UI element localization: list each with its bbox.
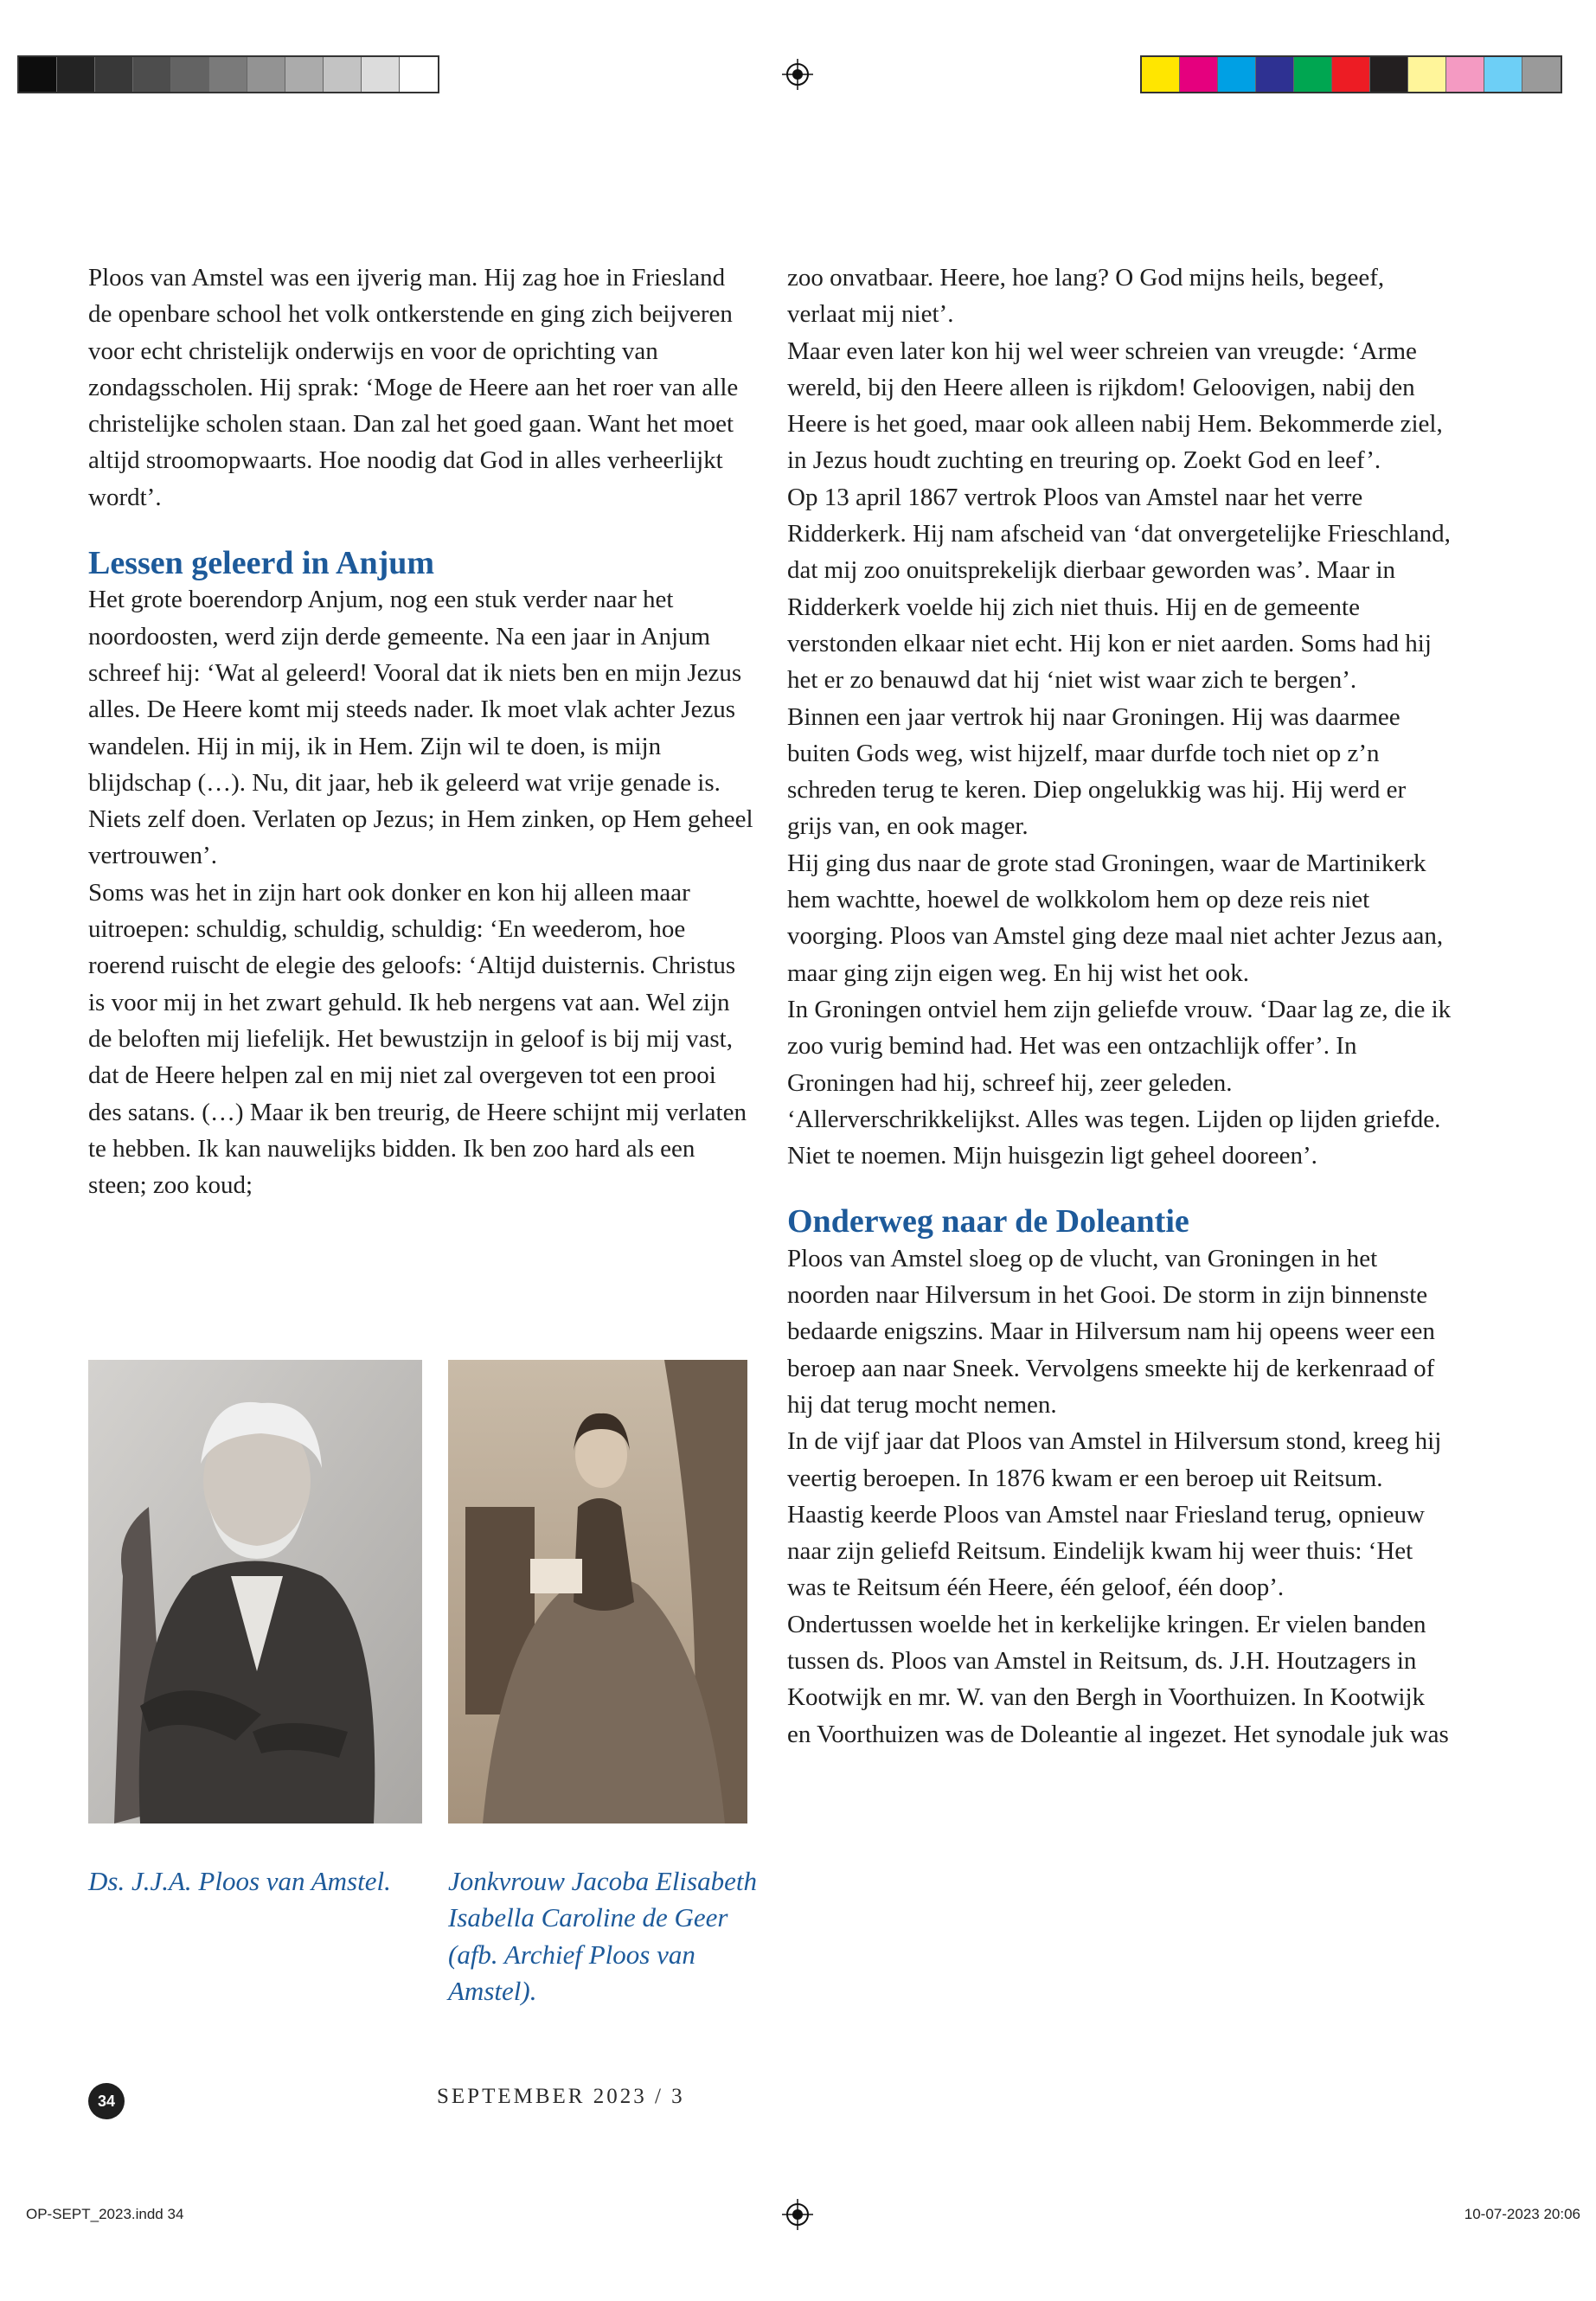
section-heading-anjum: Lessen geleerd in Anjum — [88, 545, 435, 582]
color-swatch — [95, 57, 133, 92]
portrait-photo-de-geer — [448, 1360, 747, 1823]
color-swatch — [1218, 57, 1256, 92]
body-paragraph: Ondertussen woelde het in kerkelijke kringen. Er vielen banden tussen ds. Ploos van Amstel in Reitsum, ds. J.H. Houtzagers in Kootwijk en mr. W. van den Bergh in Voorthuizen. In Kootwijk en Voorthuizen was de Doleantie al ingezet. Het synodale juk was — [787, 1610, 1449, 1748]
body-paragraph: Maar even later kon hij wel weer schreien van vreugde: ‘Arme wereld, bij den Heere alleen is rijkdom! Geloovigen, nabij den Heere is het goed, maar ook alleen nabij Hem. Bekommerde ziel, in Jezus houdt zuchting en treuring op. Zoekt God en leef’. — [787, 336, 1443, 475]
color-swatch — [1370, 57, 1408, 92]
issue-line: SEPTEMBER 2023 / 3 — [437, 2085, 685, 2108]
page-number-badge: 34 — [88, 2083, 125, 2119]
color-swatch — [1142, 57, 1180, 92]
body-paragraph: Het grote boerendorp Anjum, nog een stuk verder naar het noordoosten, werd zijn derde gemeente. Na een jaar in Anjum schreef hij: ‘Wat al geleerd! Vooral dat ik niets ben en mijn Jezus alles. De Heere komt mij steeds nader. Ik moet vlak achter Jezus wandelen. Hij in mij, ik in Hem. Zijn wil te doen, is mijn blijdschap (…). Nu, dit jaar, heb ik geleerd wat vrije genade is. Niets zelf doen. Verlaten op Jezus; in Hem zinken, op Hem geheel vertrouwen’. — [88, 586, 753, 870]
portrait-photo-ploos-van-amstel — [88, 1360, 422, 1823]
body-paragraph: Binnen een jaar vertrok hij naar Groningen. Hij was daarmee buiten Gods weg, wist hijzelf, maar durfde toch niet op z’n schreden terug te keren. Diep ongelukkig was hij. Hij werd er grijs van, en ook mager. — [787, 702, 1407, 841]
process-color-bar — [1140, 55, 1562, 93]
color-swatch — [1294, 57, 1332, 92]
color-swatch — [19, 57, 57, 92]
color-swatch — [1522, 57, 1561, 92]
color-swatch — [57, 57, 95, 92]
color-swatch — [171, 57, 209, 92]
body-paragraph: Ploos van Amstel sloeg op de vlucht, van Groningen in het noorden naar Hilversum in het Gooi. De storm in zijn binnenste bedaarde enigszins. Maar in Hilversum nam hij opeens weer een beroep aan naar Sneek. Vervolgens smeekte hij de kerkenraad of hij dat terug mocht nemen. — [787, 1244, 1435, 1419]
color-swatch — [1180, 57, 1218, 92]
color-swatch — [285, 57, 324, 92]
photo-caption: Jonkvrouw Jacoba Elisabeth Isabella Caroline de Geer (afb. Archief Ploos van Amstel). — [448, 1866, 757, 2006]
color-swatch — [324, 57, 362, 92]
body-paragraph: Ploos van Amstel was een ijverig man. Hij zag hoe in Friesland de openbare school het volk ontkerstende en ging zich beijveren voor echt christelijk onderwijs en voor de oprichting van zondagsscholen. Hij sprak: ‘Moge de Heere aan het roer van alle christelijke scholen staan. Dan zal het goed gaan. Want het moet altijd stroomopwaarts. Hoe noodig dat God in alles verheerlijkt wordt’. — [88, 264, 739, 511]
print-slug-file: OP-SEPT_2023.indd 34 — [26, 2206, 184, 2222]
right-column — [787, 260, 1453, 1753]
body-paragraph: In Groningen ontviel hem zijn geliefde vrouw. ‘Daar lag ze, die ik zoo vurig bemind had. Het was een ontzachlijk offer’. In Groningen had hij, schreef hij, zeer geleden. ‘Allerverschrikkelijkst. Alles was tegen. Lijden op lijden griefde. Niet te noemen. Mijn huisgezin ligt geheel dooreen’. — [787, 995, 1452, 1170]
print-slug-date: 10-07-2023 20:06 — [1464, 2206, 1580, 2222]
color-swatch — [1484, 57, 1522, 92]
body-paragraph: zoo onvatbaar. Heere, hoe lang? O God mijns heils, begeef, verlaat mij niet’. — [787, 264, 1385, 329]
color-swatch — [1446, 57, 1484, 92]
color-swatch — [1256, 57, 1294, 92]
section-heading-doleantie: Onderweg naar de Doleantie — [787, 1203, 1189, 1240]
color-swatch — [1332, 57, 1370, 92]
grayscale-color-bar — [17, 55, 439, 93]
color-swatch — [362, 57, 400, 92]
color-swatch — [209, 57, 247, 92]
color-swatch — [1408, 57, 1446, 92]
color-swatch — [133, 57, 171, 92]
color-swatch — [400, 57, 438, 92]
registration-mark-icon — [782, 2199, 813, 2230]
registration-mark-icon — [782, 59, 813, 90]
body-paragraph: Hij ging dus naar de grote stad Groningen, waar de Martinikerk hem wachtte, hoewel de wolkkolom hem op deze reis niet voorging. Ploos van Amstel ging deze maal niet achter Jezus aan, maar ging zijn eigen weg. En hij wist het ook. — [787, 849, 1444, 987]
color-swatch — [247, 57, 285, 92]
body-paragraph: In de vijf jaar dat Ploos van Amstel in Hilversum stond, kreeg hij veertig beroepen. In 1876 kwam er een beroep uit Reitsum. Haastig keerde Ploos van Amstel naar Friesland terug, opnieuw naar zijn geliefd Reitsum. Eindelijk kwam hij weer thuis: ‘Het was te Reitsum één Heere, één geloof, één doop’. — [787, 1427, 1442, 1602]
photo-caption: Ds. J.J.A. Ploos van Amstel. — [88, 1866, 391, 1896]
body-paragraph: Soms was het in zijn hart ook donker en kon hij alleen maar uitroepen: schuldig, schuldig, schuldig: ‘En weederom, hoe roerend ruischt de elegie des geloofs: ‘Altijd duisternis. Christus is voor mij in het zwart gehuld. Ik heb nergens vat aan. Wel zijn de beloften mij liefelijk. Het bewustzijn in geloof is bij mij vast, dat de Heere helpen zal en mij niet zal overgeven tot een prooi des satans. (…) Maar ik ben treurig, de Heere schijnt mij verlaten te hebben. Ik kan nauwelijks bidden. Ik ben zoo hard als een steen; zoo koud; — [88, 878, 747, 1200]
body-paragraph: Op 13 april 1867 vertrok Ploos van Amstel naar het verre Ridderkerk. Hij nam afscheid van ‘dat onvergetelijke Frieschland, dat mij zoo onuitsprekelijk dierbaar geworden was’. Maar in Ridderkerk voelde hij zich niet thuis. Hij en de gemeente verstonden elkaar niet echt. Hij kon er niet aarden. Soms had hij het er zo benauwd dat hij ‘niet wist waar zich te bergen’. — [787, 483, 1451, 695]
left-column — [88, 260, 754, 1203]
